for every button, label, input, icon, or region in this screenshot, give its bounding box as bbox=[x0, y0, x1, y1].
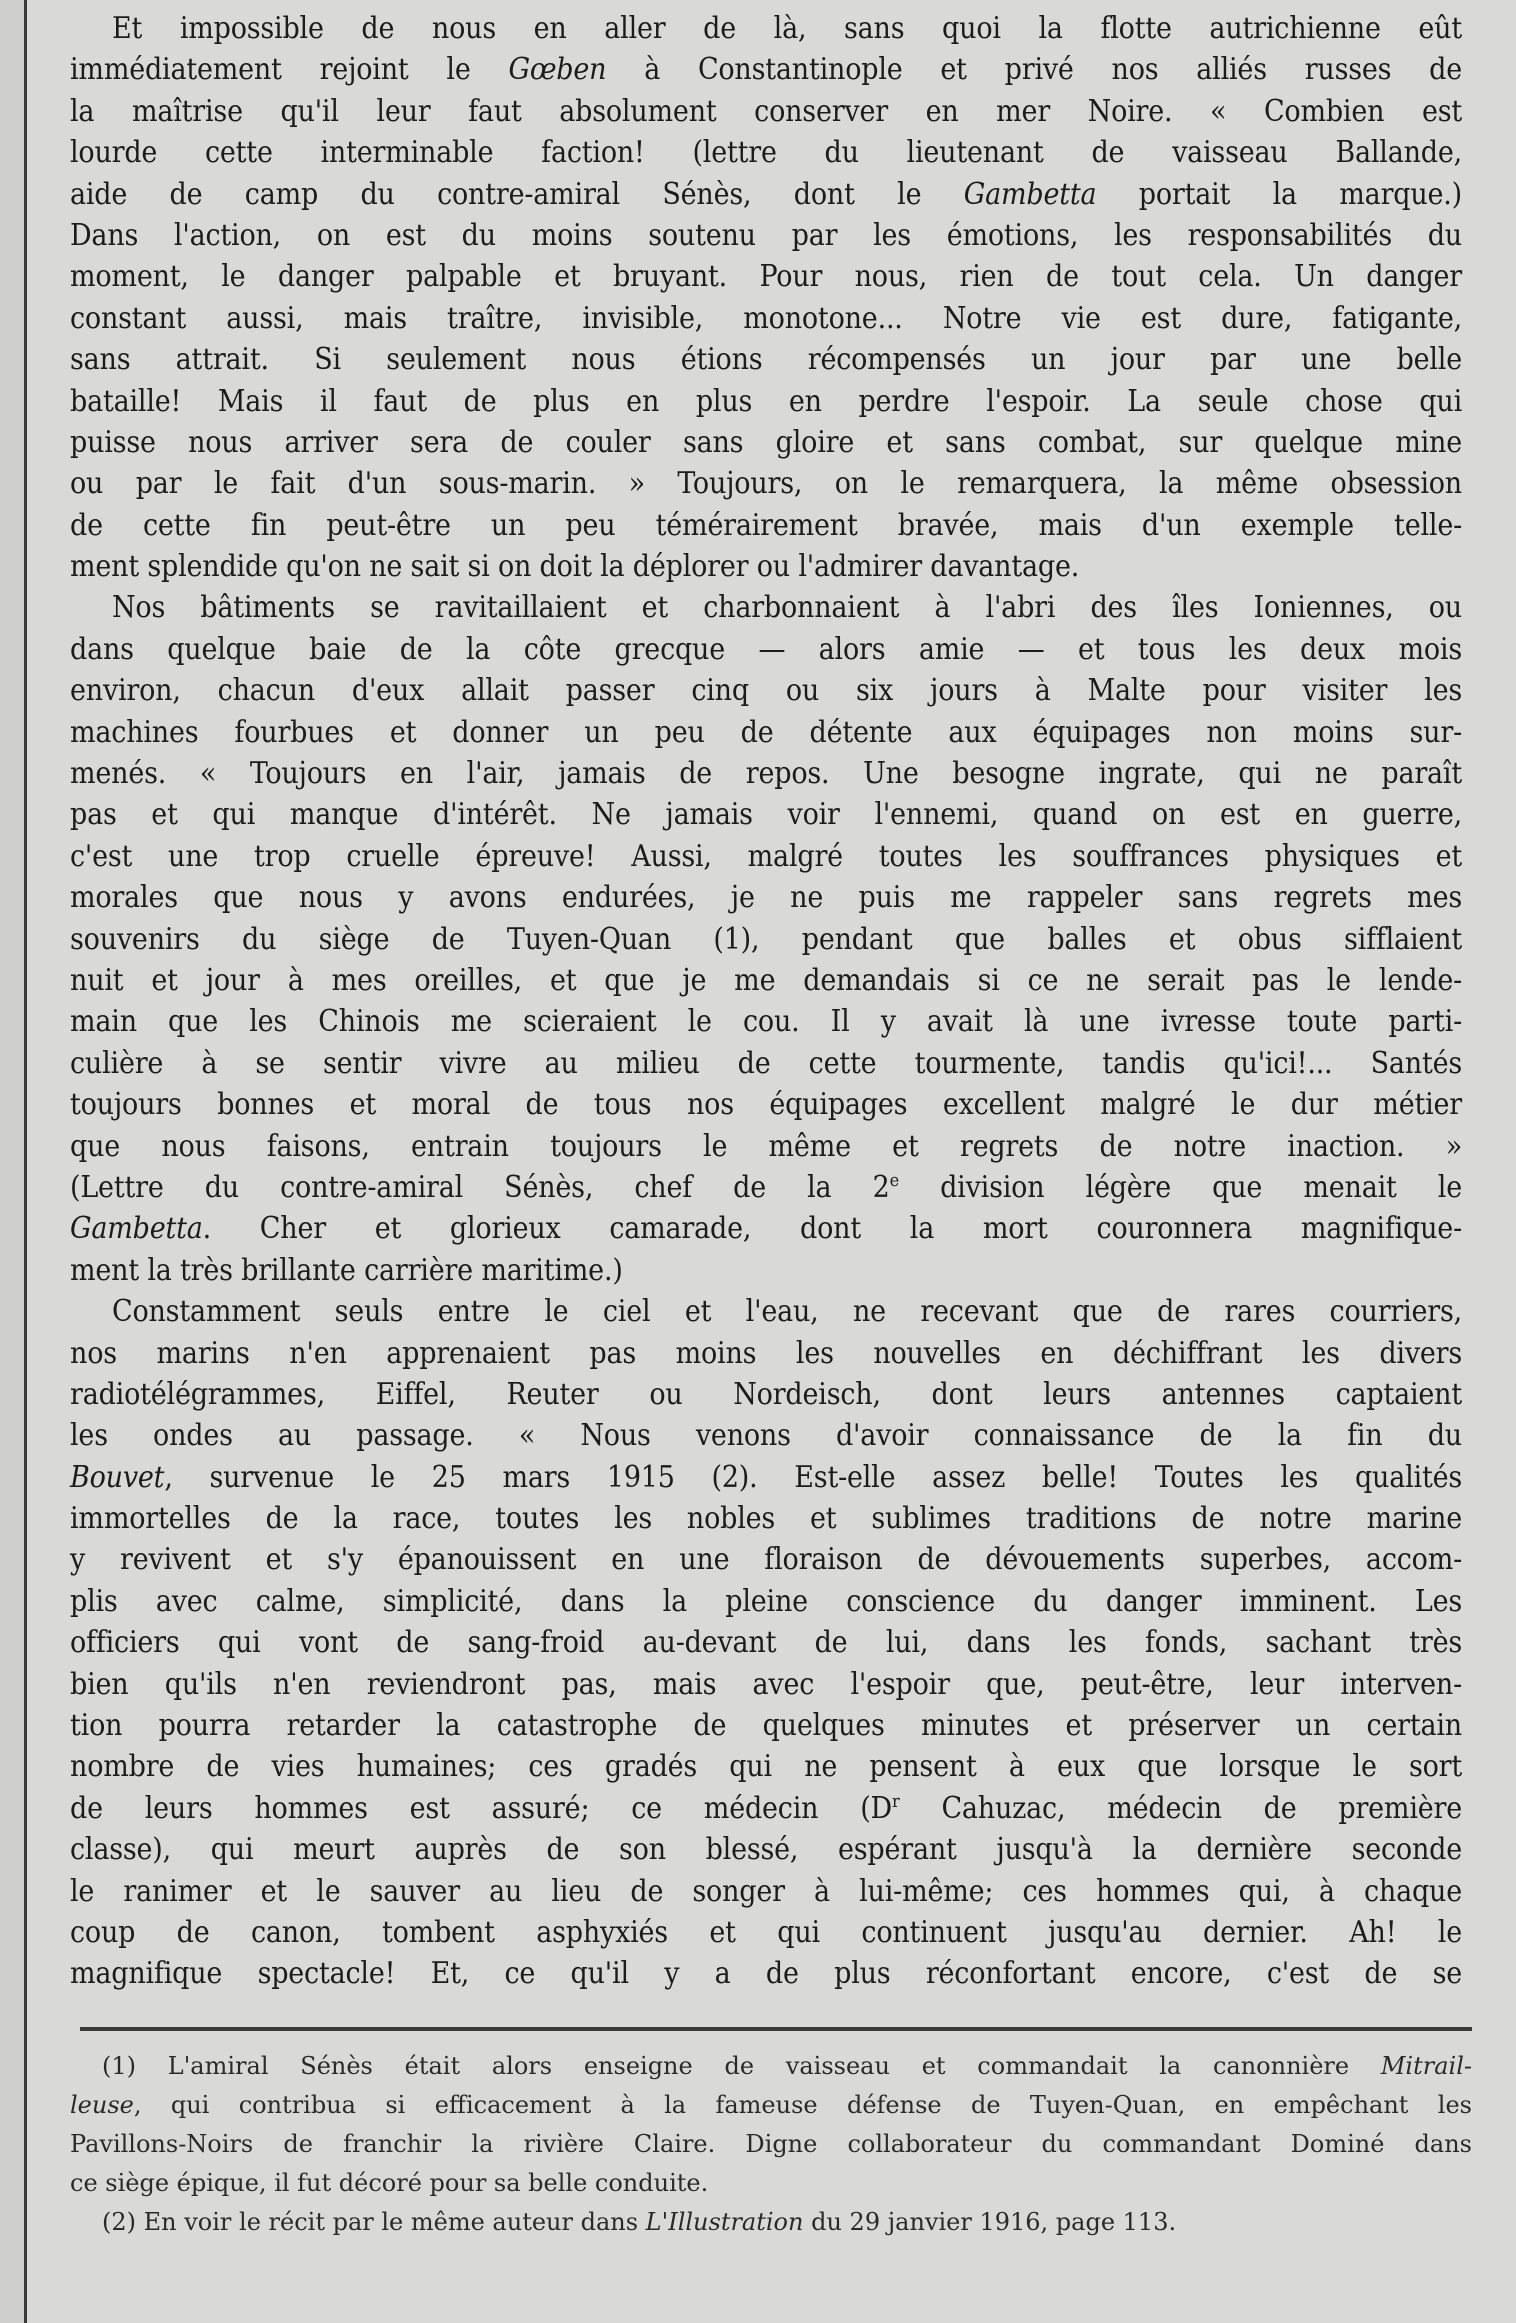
text-line: tion pourra retarder la catastrophe de quelques minutes et préserver un certain bbox=[70, 1708, 1462, 1744]
footnote-line: leuse, qui contribua si efficacement à la fameuse défense de Tuyen-Quan, en empêchant les bbox=[70, 2091, 1472, 2119]
text-line: Bouvet, survenue le 25 mars 1915 (2). Est-elle assez belle! Toutes les qualités bbox=[70, 1459, 1462, 1495]
text-line: souvenirs du siège de Tuyen-Quan (1), pendant que balles et obus sifflaient bbox=[70, 921, 1462, 957]
footnote-line: ce siège épique, il fut décoré pour sa belle conduite. bbox=[70, 2169, 709, 2197]
text-line: la maîtrise qu'il leur faut absolument conserver en mer Noire. « Combien est bbox=[70, 93, 1462, 129]
text-line: c'est une trop cruelle épreuve! Aussi, malgré toutes les souffrances physiques et bbox=[70, 838, 1462, 874]
text-line: lourde cette interminable faction! (lettre du lieutenant de vaisseau Ballande, bbox=[70, 135, 1462, 171]
page-left-margin bbox=[0, 0, 25, 2323]
text-line: immédiatement rejoint le Gœben à Constantinople et privé nos alliés russes de bbox=[70, 52, 1462, 88]
text-line: de cette fin peut-être un peu témérairement bravée, mais d'un exemple telle- bbox=[70, 507, 1462, 543]
text-line: ou par le fait d'un sous-marin. » Toujours, on le remarquera, la même obsession bbox=[70, 466, 1462, 502]
footnote-line: Pavillons-Noirs de franchir la rivière Claire. Digne collaborateur du commandant Dominé dans bbox=[70, 2130, 1472, 2158]
text-line: constant aussi, mais traître, invisible, monotone... Notre vie est dure, fatigante, bbox=[70, 300, 1462, 336]
text-line: pas et qui manque d'intérêt. Ne jamais voir l'ennemi, quand on est en guerre, bbox=[70, 797, 1462, 833]
text-line: nombre de vies humaines; ces gradés qui ne pensent à eux que lorsque le sort bbox=[70, 1749, 1462, 1785]
text-line: aide de camp du contre-amiral Sénès, dont le Gambetta portait la marque.) bbox=[70, 176, 1462, 212]
text-line: que nous faisons, entrain toujours le même et regrets de notre inaction. » bbox=[70, 1128, 1462, 1164]
text-line: ment la très brillante carrière maritime.) bbox=[70, 1252, 623, 1288]
text-line: nuit et jour à mes oreilles, et que je me demandais si ce ne serait pas le lende- bbox=[70, 962, 1462, 998]
footnote-separator bbox=[80, 2027, 1472, 2031]
paragraph bbox=[70, 8, 1462, 587]
document-page bbox=[70, 8, 1462, 1995]
text-line: bien qu'ils n'en reviendront pas, mais avec l'espoir que, peut-être, leur interven- bbox=[70, 1666, 1462, 1702]
text-line: immortelles de la race, toutes les nobles et sublimes traditions de notre marine bbox=[70, 1501, 1462, 1537]
text-line: de leurs hommes est assuré; ce médecin ($D^r$ Cahuzac, médecin de première bbox=[70, 1790, 1462, 1826]
paragraph bbox=[70, 587, 1462, 1291]
text-line: y revivent et s'y épanouissent en une floraison de dévouements superbes, accom- bbox=[70, 1542, 1462, 1578]
text-line: machines fourbues et donner un peu de détente aux équipages non moins sur- bbox=[70, 714, 1462, 750]
text-line: toujours bonnes et moral de tous nos équipages excellent malgré le dur métier bbox=[70, 1087, 1462, 1123]
text-line: magnifique spectacle! Et, ce qu'il y a de plus réconfortant encore, c'est de se bbox=[70, 1956, 1462, 1992]
text-line: radiotélégrammes, Eiffel, Reuter ou Nordeisch, dont leurs antennes captaient bbox=[70, 1376, 1462, 1412]
text-line: Constamment seuls entre le ciel et l'eau, ne recevant que de rares courriers, bbox=[112, 1294, 1462, 1330]
body-text bbox=[70, 8, 1462, 1995]
text-line: (Lettre du contre-amiral Sénès, chef de la 2e division légère que menait le bbox=[70, 1169, 1462, 1205]
text-line: culière à se sentir vivre au milieu de cette tourmente, tandis qu'ici!... Santés bbox=[70, 1045, 1462, 1081]
paragraph bbox=[70, 1291, 1462, 1995]
text-line: coup de canon, tombent asphyxiés et qui continuent jusqu'au dernier. Ah! le bbox=[70, 1914, 1462, 1950]
text-line: environ, chacun d'eux allait passer cinq ou six jours à Malte pour visiter les bbox=[70, 673, 1462, 709]
text-line: menés. « Toujours en l'air, jamais de repos. Une besogne ingrate, qui ne paraît bbox=[70, 756, 1462, 792]
text-line: Dans l'action, on est du moins soutenu par les émotions, les responsabilités du bbox=[70, 217, 1462, 253]
footnote-1 bbox=[70, 2047, 1472, 2203]
text-line: nos marins n'en apprenaient pas moins les nouvelles en déchiffrant les divers bbox=[70, 1335, 1462, 1371]
text-line: sans attrait. Si seulement nous étions récompensés un jour par une belle bbox=[70, 342, 1462, 378]
text-line: officiers qui vont de sang-froid au-devant de lui, dans les fonds, sachant très bbox=[70, 1625, 1462, 1661]
text-line: plis avec calme, simplicité, dans la pleine conscience du danger imminent. Les bbox=[70, 1583, 1462, 1619]
text-line: main que les Chinois me scieraient le cou. Il y avait là une ivresse toute parti- bbox=[70, 1004, 1462, 1040]
text-line: Nos bâtiments se ravitaillaient et charbonnaient à l'abri des îles Ioniennes, ou bbox=[112, 590, 1462, 626]
text-line: classe), qui meurt auprès de son blessé, espérant jusqu'à la dernière seconde bbox=[70, 1832, 1462, 1868]
text-line: les ondes au passage. « Nous venons d'avoir connaissance de la fin du bbox=[70, 1418, 1462, 1454]
footnote-2 bbox=[70, 2203, 1472, 2242]
text-line: morales que nous y avons endurées, je ne puis me rappeler sans regrets mes bbox=[70, 880, 1462, 916]
text-line: moment, le danger palpable et bruyant. Pour nous, rien de tout cela. Un danger bbox=[70, 259, 1462, 295]
text-line: Gambetta. Cher et glorieux camarade, dont la mort couronnera magnifique- bbox=[70, 1211, 1462, 1247]
text-line: puisse nous arriver sera de couler sans gloire et sans combat, sur quelque mine bbox=[70, 424, 1462, 460]
text-line: Et impossible de nous en aller de là, sans quoi la flotte autrichienne eût bbox=[112, 11, 1462, 46]
text-line: bataille! Mais il faut de plus en plus en perdre l'espoir. La seule chose qui bbox=[70, 383, 1462, 419]
text-line: le ranimer et le sauver au lieu de songer à lui-même; ces hommes qui, à chaque bbox=[70, 1873, 1462, 1909]
text-line: ment splendide qu'on ne sait si on doit la déplorer ou l'admirer davantage. bbox=[70, 549, 1080, 585]
footnote-line: (2) En voir le récit par le même auteur dans L'Illustration du 29 janvier 1916, page 113. bbox=[102, 2208, 1177, 2236]
footnotes bbox=[70, 2047, 1472, 2242]
footnote-line: (1) L'amiral Sénès était alors enseigne de vaisseau et commandait la canonnière Mitrail- bbox=[102, 2052, 1472, 2080]
page-edge-rule bbox=[24, 0, 27, 2323]
text-line: dans quelque baie de la côte grecque — alors amie — et tous les deux mois bbox=[70, 631, 1462, 667]
